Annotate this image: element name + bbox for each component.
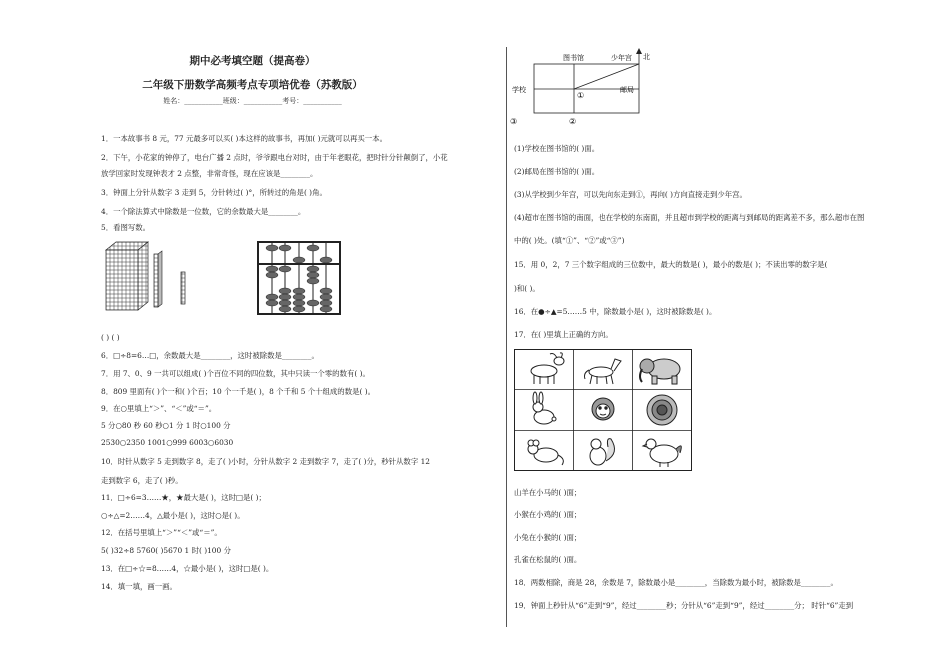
question-17: 17．在( )里填上正确的方向。 [514,330,613,339]
ten-rod-icon [181,272,185,304]
monkey-icon [592,398,614,420]
abacus-figure [256,240,342,316]
question-9: 9．在○里填上“＞”、“＜”或“＝”。 [101,404,217,413]
rabbit-icon [533,392,556,424]
question-5-answers: ( ) ( ) [101,333,120,342]
question-14: 14．填一填，画一画。 [101,582,177,591]
hundred-flat-icon [154,251,162,307]
school-label: 学校 [512,86,526,94]
student-info-line: 姓名：___________班级：___________考号：___________ [163,97,342,105]
squirrel-icon [590,439,615,465]
question-8: 8．809 里面有( )个一和( )个百；10 个一千是( )，8 个千和 5 个十组成的数是( )。 [101,387,375,396]
library-label: 图书馆 [563,54,584,62]
question-14-4: (4)超市在图书馆的南面，也在学校的东南面，并且超市到学校的距离与到邮局的距离差不多，那么超市在图 [514,213,865,222]
question-13: 13．在□÷☆=8……4，☆最小是( )，这时□是( )。 [101,564,274,573]
question-17-peacock: 孔雀在松鼠的( )面。 [514,555,582,564]
question-14-4-cont: 中的( )处。(填“①”、“②”或“③”) [514,236,625,245]
question-12: 12．在括号里填上“＞”“＜”或“＝”。 [101,528,222,537]
question-2-cont: 放学回家时发现钟表才 2 点整，非常奇怪，现在应该是________。 [101,169,318,178]
youth-palace-label: 少年宫 [611,54,632,62]
horse-icon [585,359,622,384]
direction-map-figure [510,47,670,127]
north-label: 北 [643,53,650,61]
question-17-monkey: 小猴在小鸡的( )面； [514,510,582,519]
question-19: 19．钟面上秒针从“6”走到“9”，经过________秒；分针从“6”走到“9”，经过________分； 时针“6”走到 [514,601,854,610]
goat-icon [531,353,564,384]
question-17-rabbit: 小兔在小猴的( )面； [514,533,582,542]
thousand-cube-icon [106,242,148,310]
question-11: 11．□÷6=3……★，★最大是( )，这时□是( )； [101,493,266,502]
elephant-icon [640,359,680,384]
question-11-cont: ○÷△=2……4，△最小是( )，这时○是( )。 [101,511,245,520]
question-6: 6．□÷8=6…□，余数最大是________，这时被除数是________。 [101,351,319,360]
question-5: 5．看图写数。 [101,223,151,232]
post-office-label: 邮局 [620,86,634,94]
question-15: 15．用 0，2，7 三个数字组成的三位数中，最大的数是( )，最小的数是( )；不读出零的数字是( [514,260,828,269]
question-14-3: (3)从学校到少年宫，可以先向东走到①，再向( )方向直接走到少年宫。 [514,190,747,199]
question-18: 18．两数相除，商是 28，余数是 7，除数最小是________，当除数为最小时，被除数是________。 [514,578,838,587]
question-10-cont: 走到数字 6，走了( )秒。 [101,476,183,485]
question-14-1: (1)学校在图书馆的( )面。 [514,144,600,153]
question-7: 7．用 7、0、9 一共可以组成( )个百位不同的四位数，其中只读一个零的数有( )。 [101,369,370,378]
question-10: 10．时针从数字 5 走到数字 8，走了( )小时，分针从数字 2 走到数字 7，走了( )分，秒针从数字 12 [101,457,430,466]
question-14-2: (2)邮局在图书馆的( )面。 [514,167,600,176]
point-3-label: ③ [510,117,518,126]
peacock-icon [647,395,677,425]
question-9-row1: 5 分○80 秒 60 秒○1 分 1 时○100 分 [101,421,231,430]
mouse-icon [528,440,563,465]
place-value-blocks-figure [102,238,197,314]
question-4: 4．一个除法算式中除数是一位数，它的余数最大是________。 [101,207,306,216]
page-subtitle: 二年级下册数学高频考点专项培优卷（苏教版） [142,79,363,91]
point-2-label: ② [569,117,577,126]
animal-grid-figure [514,349,692,471]
point-1-label: ① [577,91,585,100]
question-17-goat: 山羊在小马的( )面； [514,488,582,497]
question-12-row: 5( )32÷8 5760( )5670 1 时( )100 分 [101,546,231,555]
question-9-row2: 2530○2350 1001○999 6003○6030 [101,438,234,447]
question-1: 1．一本故事书 8 元，77 元最多可以买( )本这样的故事书，再加( )元就可以再买一本。 [101,134,387,143]
question-16: 16．在●÷▲=5……5 中，除数最小是( )，这时被除数是( )。 [514,307,717,316]
chicken-icon [643,439,681,467]
page-title: 期中必考填空题（提高卷） [189,55,316,67]
question-3: 3．钟面上分针从数字 3 走到 5，分针转过( )°，所转过的角是( )角。 [101,188,327,197]
column-divider [506,47,507,627]
question-15-cont: )和( )。 [514,284,540,293]
question-2: 2．下午，小花家的钟停了，电台广播 2 点时，爷爷跟电台对时，由于年老眼花，把时针分针颠倒了，小花 [101,153,448,162]
